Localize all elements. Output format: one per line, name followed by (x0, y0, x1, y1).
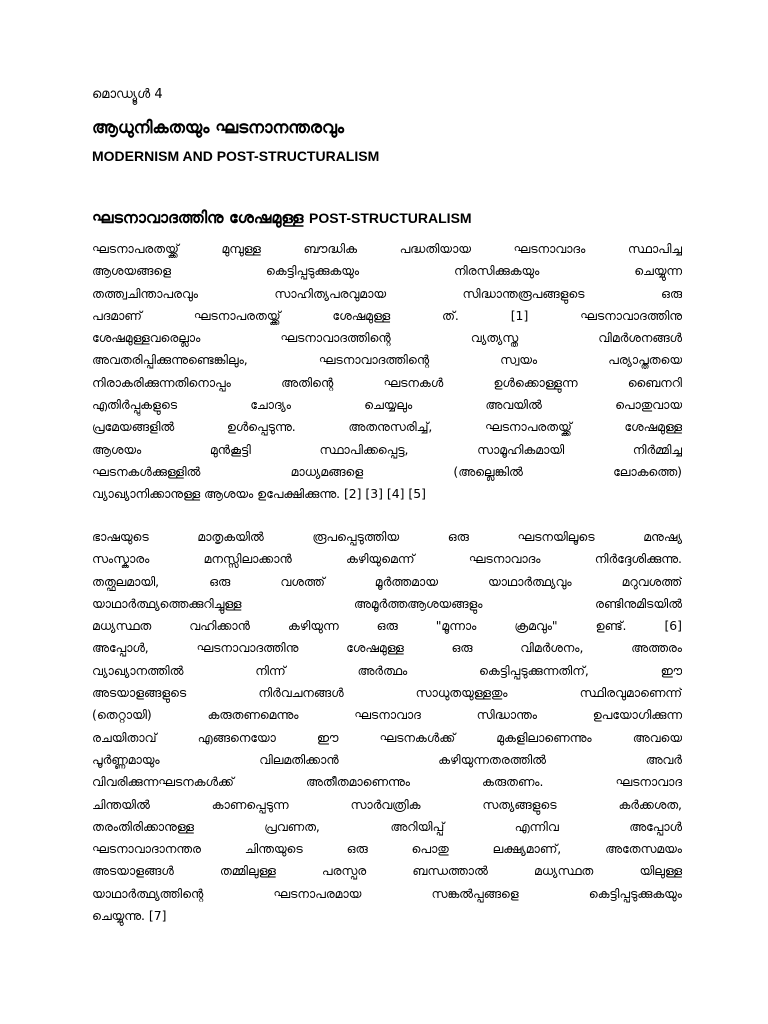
paragraph-2-line: സംസ്കാരം മനസ്സിലാക്കാൻ കഴിയുമെന്ന് ഘടനാവാദം നിർദ്ദേശിക്കുന്നു. (92, 551, 682, 567)
paragraph-2-line: പൂർണ്ണമായും വിലമതിക്കാൻ കഴിയുന്നതരത്തിൽ അവർ (92, 751, 682, 767)
paragraph-2-line: (തെറ്റായി) കരുതണമെന്നും ഘടനാവാദ സിദ്ധാന്തം ഉപയോഗിക്കുന്ന (92, 707, 682, 723)
paragraph-1 (92, 238, 682, 506)
paragraph-2 (92, 526, 682, 927)
paragraph-1-line: ആശയങ്ങളെ കെട്ടിപ്പടുക്കുകയും നിരസിക്കുകയും ചെയ്യുന്ന (92, 263, 682, 279)
section-heading-malayalam: ഘടനാവാദത്തിനു ശേഷമുള്ള (92, 208, 304, 227)
paragraph-1-line: എതിർപ്പുകളുടെ ചോദ്യം ചെയ്യലും അവയിൽ പൊതുവായ (92, 397, 682, 413)
paragraph-1-line: പദമാണ് ഘടനാപരതയ്ക്ക് ശേഷമുള്ള ത്. [1] ഘടനാവാദത്തിനു (92, 307, 682, 323)
paragraph-1-line: ഘടനകൾക്കുള്ളിൽ മാധ്യമങ്ങളെ (അല്ലെങ്കിൽ ലോകത്തെ) (92, 463, 682, 479)
paragraph-2-line: അടയാളങ്ങളുടെ നിർവചനങ്ങൾ സാധുതയുള്ളതും സ്ഥിരവുമാണെന്ന് (92, 685, 682, 701)
paragraph-1-line: അവതരിപ്പിക്കുന്നുണ്ടെങ്കിലും, ഘടനാവാദത്തിന്റെ സ്വയം പര്യാപ്തതയെ (92, 352, 682, 368)
paragraph-1-line: നിരാകരിക്കുന്നതിനൊപ്പം അതിന്റെ ഘടനകൾ ഉൾക്കൊള്ളുന്ന ബൈനറി (92, 374, 682, 390)
title-english: MODERNISM AND POST-STRUCTURALISM (92, 148, 380, 164)
paragraph-1-line: ആശയം മുൻകൂട്ടി സ്ഥാപിക്കപ്പെട്ട, സാമൂഹികമായി നിർമ്മിച്ച (92, 441, 682, 457)
paragraph-2-line: ഘടനാവാദാനന്തര ചിന്തയുടെ ഒരു പൊതു ലക്ഷ്യമാണ്, അതേസമയം (92, 841, 682, 857)
section-heading (92, 208, 472, 228)
paragraph-2-line: മധ്യസ്ഥത വഹിക്കാൻ കഴിയുന്ന ഒരു "മൂന്നാം ക്രമവും" ഉണ്ട്. [6] (92, 618, 682, 634)
paragraph-1-line: തത്ത്വചിന്താപരവും സാഹിത്യപരവുമായ സിദ്ധാന്തരൂപങ്ങളുടെ ഒരു (92, 285, 682, 301)
paragraph-2-line: ചിന്തയിൽ കാണപ്പെടുന്ന സാർവത്രിക സത്യങ്ങളുടെ കർക്കശത, (92, 796, 682, 812)
module-label: മൊഡ്യൂൾ 4 (92, 87, 163, 102)
paragraph-1-line: പ്രമേയങ്ങളിൽ ഉൾപ്പെടുന്നു. അതനുസരിച്ച്, ഘടനാപരതയ്ക്ക് ശേഷമുള്ള (92, 419, 682, 435)
paragraph-2-line: തരംതിരിക്കാനുള്ള പ്രവണത, അറിയിപ്പ് എന്നിവ അപ്പോൾ (92, 818, 682, 834)
paragraph-2-line: യാഥാർത്ഥ്യത്തിന്റെ ഘടനാപരമായ സങ്കൽപ്പങ്ങളെ കെട്ടിപ്പടുക്കുകയും (92, 885, 682, 901)
paragraph-2-line: യാഥാർത്ഥ്യത്തെക്കുറിച്ചുള്ള അമൂർത്തആശയങ്ങളും രണ്ടിനുമിടയിൽ (92, 595, 682, 611)
paragraph-2-line: രചയിതാവ് എങ്ങനെയോ ഈ ഘടനകൾക്ക് മുകളിലാണെന്നും അവയെ (92, 729, 682, 745)
paragraph-2-line: ചെയ്യുന്നു. [7] (92, 908, 167, 924)
paragraph-2-line: വ്യാഖ്യാനത്തിൽ നിന്ന് അർത്ഥം കെട്ടിപ്പടുക്കുന്നതിന്, ഈ (92, 662, 682, 678)
paragraph-2-line: അടയാളങ്ങൾ തമ്മിലുള്ള പരസ്പര ബന്ധത്താൽ മധ്യസ്ഥത യിലുള്ള (92, 863, 682, 879)
paragraph-1-line: ശേഷമുള്ളവരെല്ലാം ഘടനാവാദത്തിന്റെ വ്യത്യസ്ത വിമർശനങ്ങൾ (92, 330, 682, 346)
paragraph-1-line: ഘടനാപരതയ്ക്ക് മുമ്പുള്ള ബൗദ്ധിക പദ്ധതിയായ ഘടനാവാദം സ്ഥാപിച്ച (92, 241, 682, 256)
section-heading-english: POST-STRUCTURALISM (309, 210, 472, 226)
paragraph-2-line: ഭാഷയുടെ മാതൃകയിൽ രൂപപ്പെടുത്തിയ ഒരു ഘടനയിലൂടെ മനുഷ്യ (92, 529, 682, 544)
title-malayalam: ആധുനികതയും ഘടനാനന്തരവും (92, 118, 345, 138)
paragraph-2-line: വിവരിക്കുന്നഘടനകൾക്ക് അതീതമാണെന്നും കരുതണം. ഘടനാവാദ (92, 774, 682, 790)
paragraph-2-line: അപ്പോൾ, ഘടനാവാദത്തിനു ശേഷമുള്ള ഒരു വിമർശനം, അത്തരം (92, 640, 682, 656)
paragraph-1-line: വ്യാഖ്യാനിക്കാനുള്ള ആശയം ഉപേക്ഷിക്കുന്നു. [2] [3] [4] [5] (92, 486, 426, 502)
paragraph-2-line: തത്ഫലമായി, ഒരു വശത്ത് മൂർത്തമായ യാഥാർത്ഥ്യവും മറുവശത്ത് (92, 573, 682, 589)
